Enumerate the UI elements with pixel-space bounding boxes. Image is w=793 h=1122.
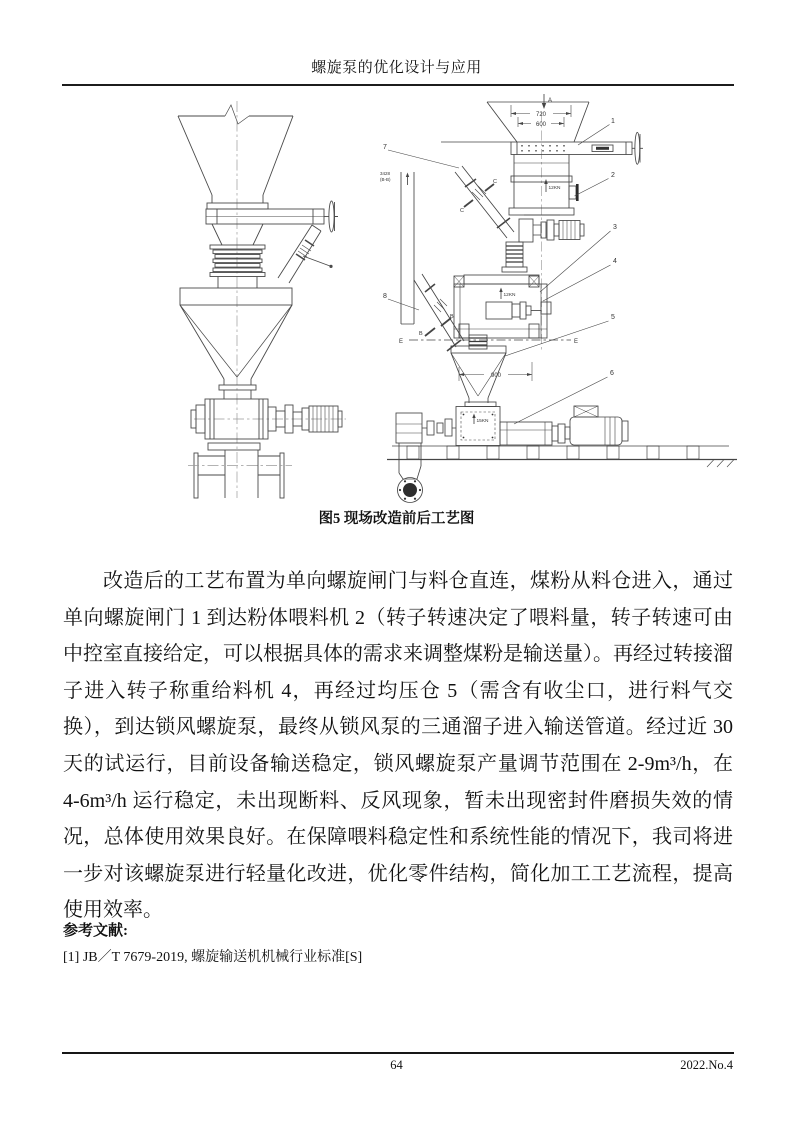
callout-1: 1: [611, 118, 615, 125]
callout-2: 2: [611, 172, 615, 179]
section-label-b-upper: B: [450, 314, 454, 320]
dim-3428-label: 3428: [380, 171, 391, 176]
dim-900-label: 900: [490, 373, 502, 379]
weighing-feeder: [454, 275, 551, 349]
handwheel: [635, 132, 640, 164]
bin-neck-walls: [224, 390, 251, 399]
section-label-e-left: E: [399, 339, 404, 345]
load-label-weigher: 12KN: [503, 293, 516, 298]
lower-chute: [414, 274, 464, 351]
pump-motor: [570, 406, 628, 445]
inclined-pipe-valve: [278, 225, 333, 283]
rotary-feeder: [509, 155, 579, 216]
bin-cone: [180, 305, 292, 379]
section-label-e-right: E: [574, 339, 579, 345]
slide-gate: [511, 132, 643, 164]
bin-neck: [224, 379, 251, 385]
dim-720-label: 720: [535, 112, 547, 118]
leader-4: [543, 265, 611, 301]
handwheel: [329, 201, 334, 232]
screw-pump: [500, 422, 570, 445]
footer-divider: [62, 1052, 734, 1054]
hopper-walls: [178, 116, 293, 195]
upper-chute: [455, 166, 514, 238]
leader-2: [575, 179, 609, 197]
footer-page-number: 64: [390, 1058, 403, 1072]
load-label-inlet: 15KN: [476, 419, 489, 424]
callout-4: 4: [613, 258, 617, 265]
dim-600-label: 600: [535, 122, 547, 128]
standpipe: [401, 172, 414, 324]
header-divider: [62, 84, 734, 86]
body-paragraph: 改造后的工艺布置为单向螺旋闸门与料仓直连，煤粉从料仓进入，通过单向螺旋闸门 1 到达粉体喂料机 2（转子转速决定了喂料量，转子转速可由中控室直接给定，可以根据具体的需求来调整煤粉是输送量）。再经过转接溜子进入转子称重给料机 4，再经过均压仓 5（需含有收尘口，进行料气交换），到达锁风螺旋泵，最终从锁风泵的三通溜子进入输送管道。经过近 30 天的试运行，目前设备输送稳定，锁风螺旋泵产量调节范围在 2-9m³/h，在 4-6m³/h 运行稳定，未出现断料、反风现象，暂未出现密封件磨损失效的情况，总体使用效果良好。在保障喂料稳定性和系统性能的情况下，我司将进一步对该螺旋泵进行轻量化改进，优化零件结构，简化加工工艺流程，提高使用效率。: [63, 570, 733, 922]
diagram-after-retrofit: [377, 88, 747, 508]
bin-top-band: [180, 288, 292, 305]
handwheel-hub: [335, 202, 339, 231]
bin-neck-flange: [219, 385, 256, 390]
base-frame: [387, 446, 737, 467]
footer-issue: 2022.No.4: [680, 1058, 733, 1072]
diagram-before-retrofit: [150, 93, 380, 503]
section-label-a: A: [548, 98, 553, 104]
hopper-neck: [212, 195, 263, 203]
transfer-bellows: [502, 242, 527, 272]
tee-pipe: [188, 450, 292, 498]
callout-5: 5: [611, 314, 615, 321]
lower-funnel: [212, 224, 263, 245]
section-label-c-lower: C: [460, 208, 464, 214]
dim-bb-label: (B-B): [380, 177, 391, 182]
callout-8: 8: [383, 293, 387, 300]
figure-caption: 图5 现场改造前后工艺图: [318, 511, 475, 527]
pump-inlet-box: [456, 407, 500, 446]
section-label-b-lower: B: [419, 331, 423, 337]
transfer-drive-unit: [519, 215, 584, 242]
callout-7: 7: [383, 144, 387, 151]
load-label-feeder: 12KN: [548, 186, 561, 191]
section-label-c-upper: C: [493, 179, 497, 185]
leader-5: [505, 321, 609, 356]
callout-3: 3: [613, 224, 617, 231]
neck-flange: [207, 203, 268, 209]
bin-cone-bracing: [180, 305, 292, 377]
leader-7: [388, 150, 459, 168]
page-title: 螺旋泵的优化设计与应用: [311, 60, 482, 76]
reference-item: [1] JB／T 7679-2019, 螺旋输送机机械行业标准[S]: [63, 950, 363, 965]
callout-6: 6: [610, 370, 614, 377]
feeder-bottom-flange: [208, 443, 260, 450]
references-heading: 参考文献:: [63, 923, 128, 939]
bellows: [210, 245, 265, 288]
